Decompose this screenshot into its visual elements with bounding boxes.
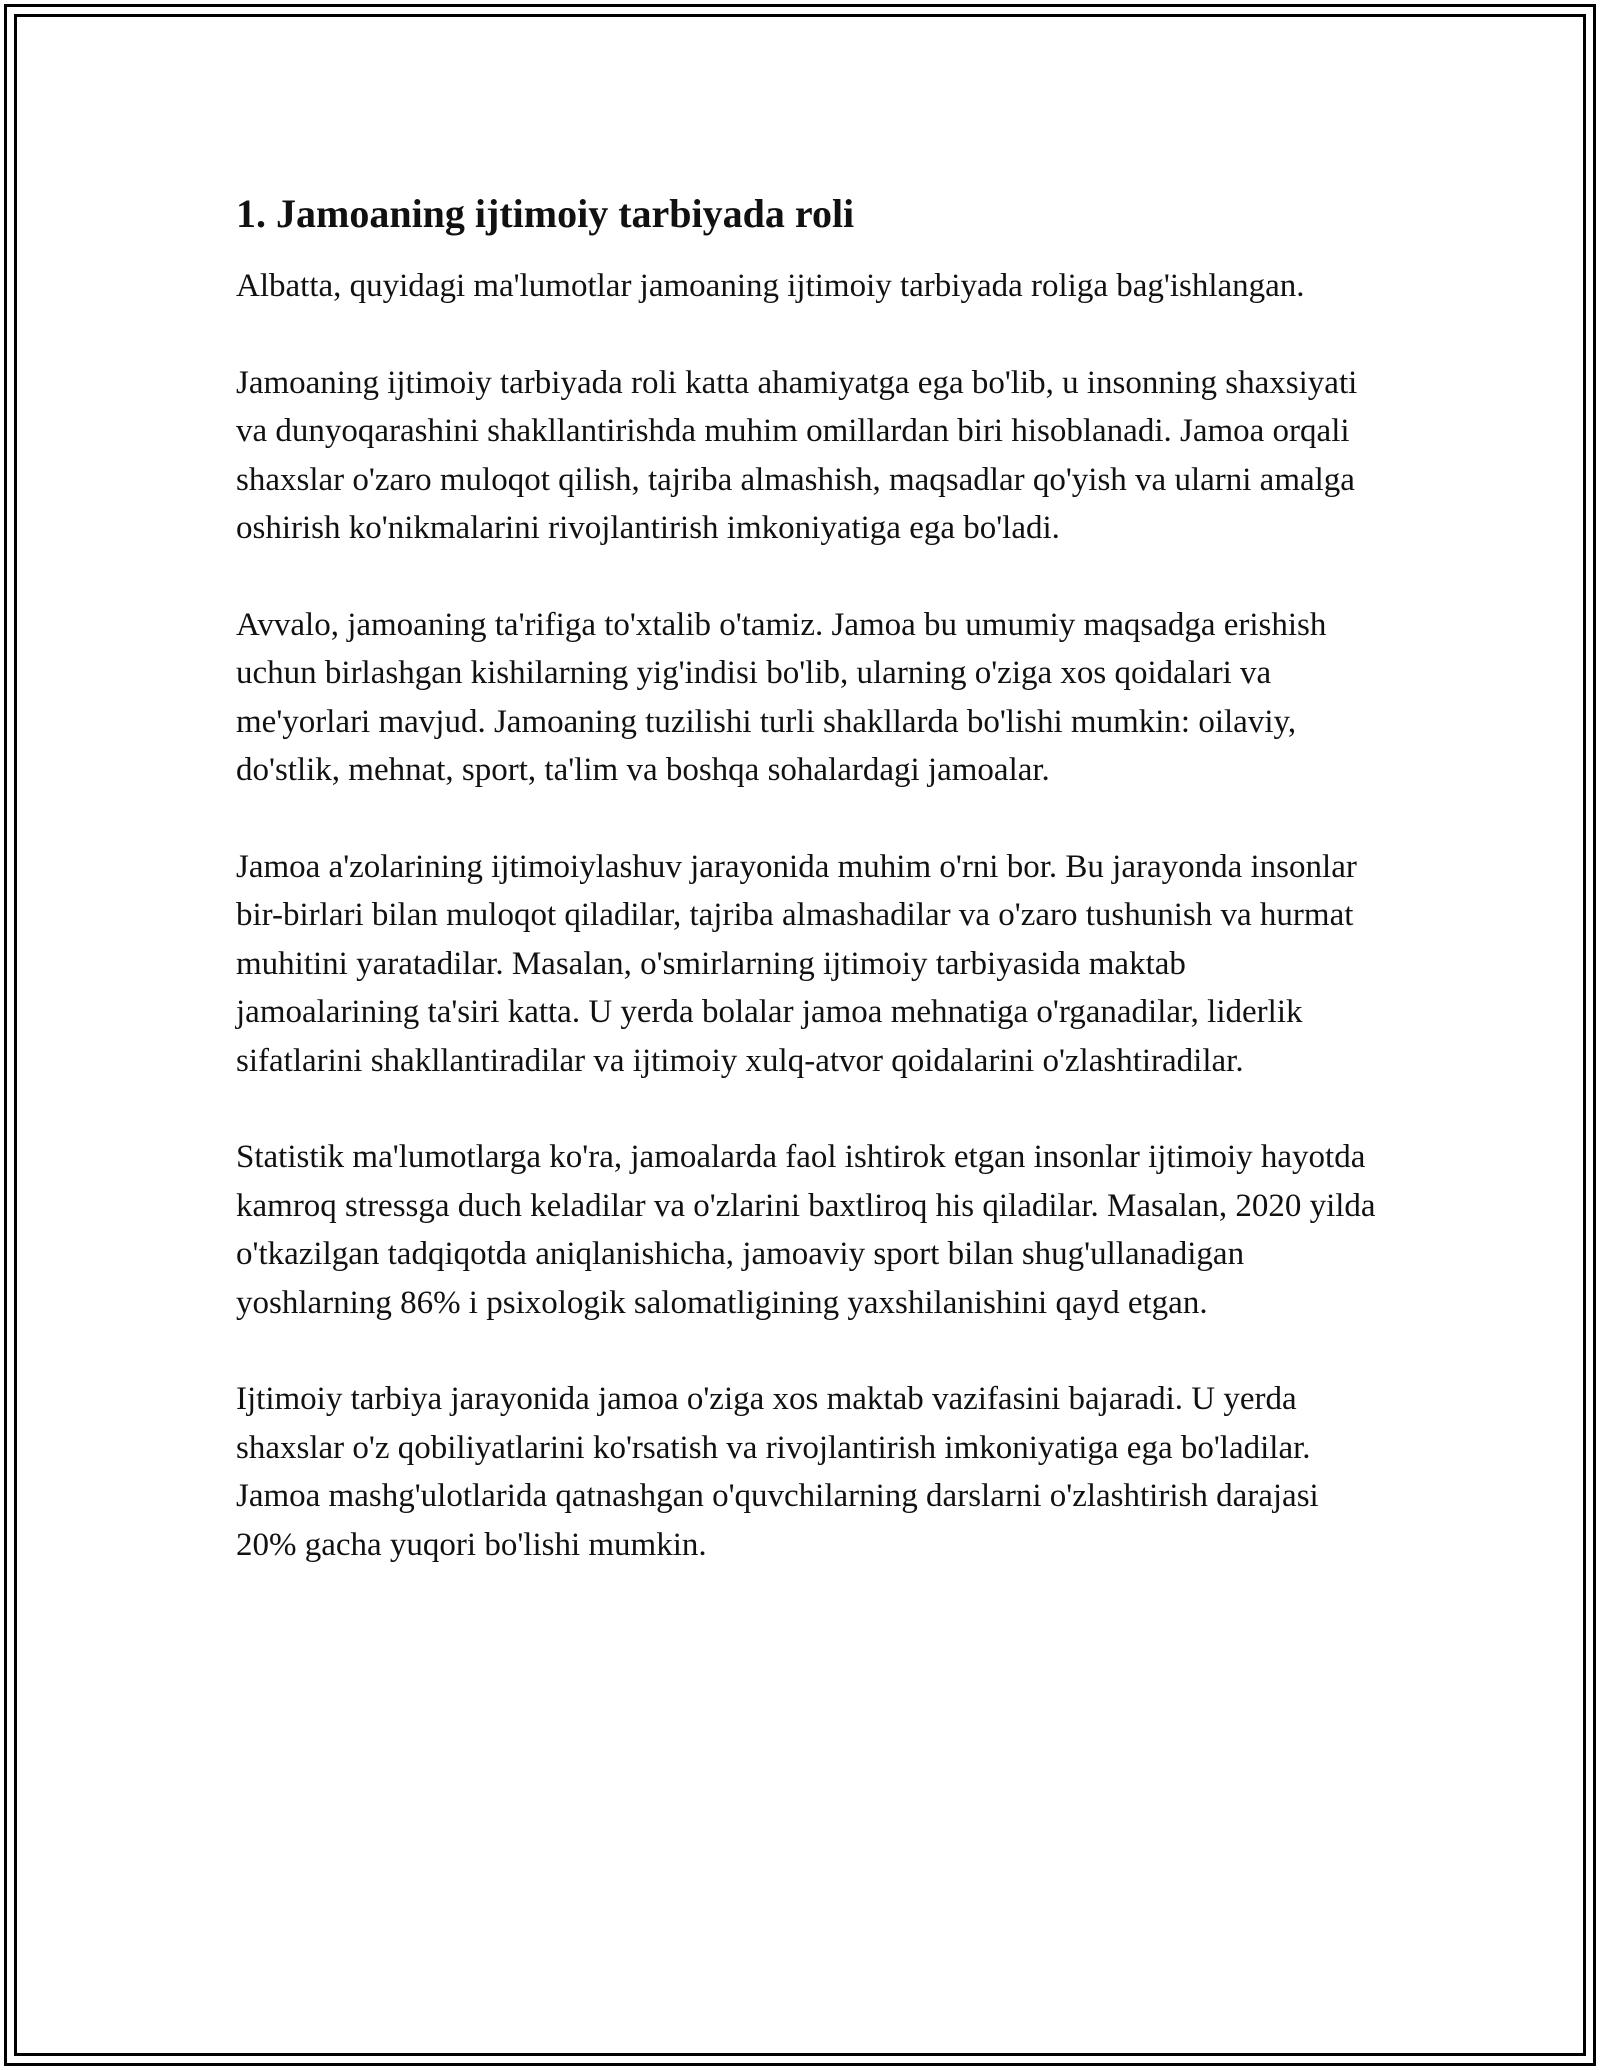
paragraph-school: Ijtimoiy tarbiya jarayonida jamoa o'ziga xos maktab vazifasini bajaradi. U yerda shaxslar o'z qobiliyatlarini ko'rsatish va rivojlantirish imkoniyatiga ega bo'ladilar. Jamoa mashg'ulotlarida qatnashgan o'quvchilarning darslarni o'zlashtirish darajasi 20% gacha yuqori bo'lishi mumkin. (236, 1381, 1319, 1563)
section-heading: 1. Jamoaning ijtimoiy tarbiyada roli (236, 191, 855, 236)
paragraph-socialization: Jamoa a'zolarining ijtimoiylashuv jarayonida muhim o'rni bor. Bu jarayonda insonlar bir-birlari bilan muloqot qiladilar, tajriba almashadilar va o'zaro tushunish va hurmat muhitini yaratadilar. Masalan, o'smirlarning ijtimoiy tarbiyasida maktab jamoalarining ta'siri katta. U yerda bolalar jamoa mehnatiga o'rganadilar, liderlik sifatlarini shakllantiradilar va ijtimoiy xulq-atvor qoidalarini o'zlashtiradilar. (236, 848, 1357, 1079)
document-body (236, 186, 1376, 1617)
paragraph-definition: Avvalo, jamoaning ta'rifiga to'xtalib o'tamiz. Jamoa bu umumiy maqsadga erishish uchun birlashgan kishilarning yig'indisi bo'lib, ularning o'ziga xos qoidalari va me'yorlari mavjud. Jamoaning tuzilishi turli shakllarda bo'lishi mumkin: oilaviy, do'stlik, mehnat, sport, ta'lim va boshqa sohalardagi jamoalar. (236, 606, 1327, 788)
paragraph-statistics: Statistik ma'lumotlarga ko'ra, jamoalarda faol ishtirok etgan insonlar ijtimoiy hayotda kamroq stressga duch keladilar va o'zlarini baxtliroq his qiladilar. Masalan, 2020 yilda o'tkazilgan tadqiqotda aniqlanishicha, jamoaviy sport bilan shug'ullanadigan yoshlarning 86% i psixologik salomatligining yaxshilanishini qayd etgan. (236, 1139, 1376, 1321)
paragraph-role: Jamoaning ijtimoiy tarbiyada roli katta ahamiyatga ega bo'lib, u insonning shaxsiyati va dunyoqarashini shakllantirishda muhim omillardan biri hisoblanadi. Jamoa orqali shaxslar o'zaro muloqot qilish, tajriba almashish, maqsadlar qo'yish va ularni amalga oshirish ko'nikmalarini rivojlantirish imkoniyatiga ega bo'ladi. (236, 364, 1358, 546)
paragraph-intro: Albatta, quyidagi ma'lumotlar jamoaning ijtimoiy tarbiyada roliga bag'ishlangan. (236, 268, 1305, 304)
